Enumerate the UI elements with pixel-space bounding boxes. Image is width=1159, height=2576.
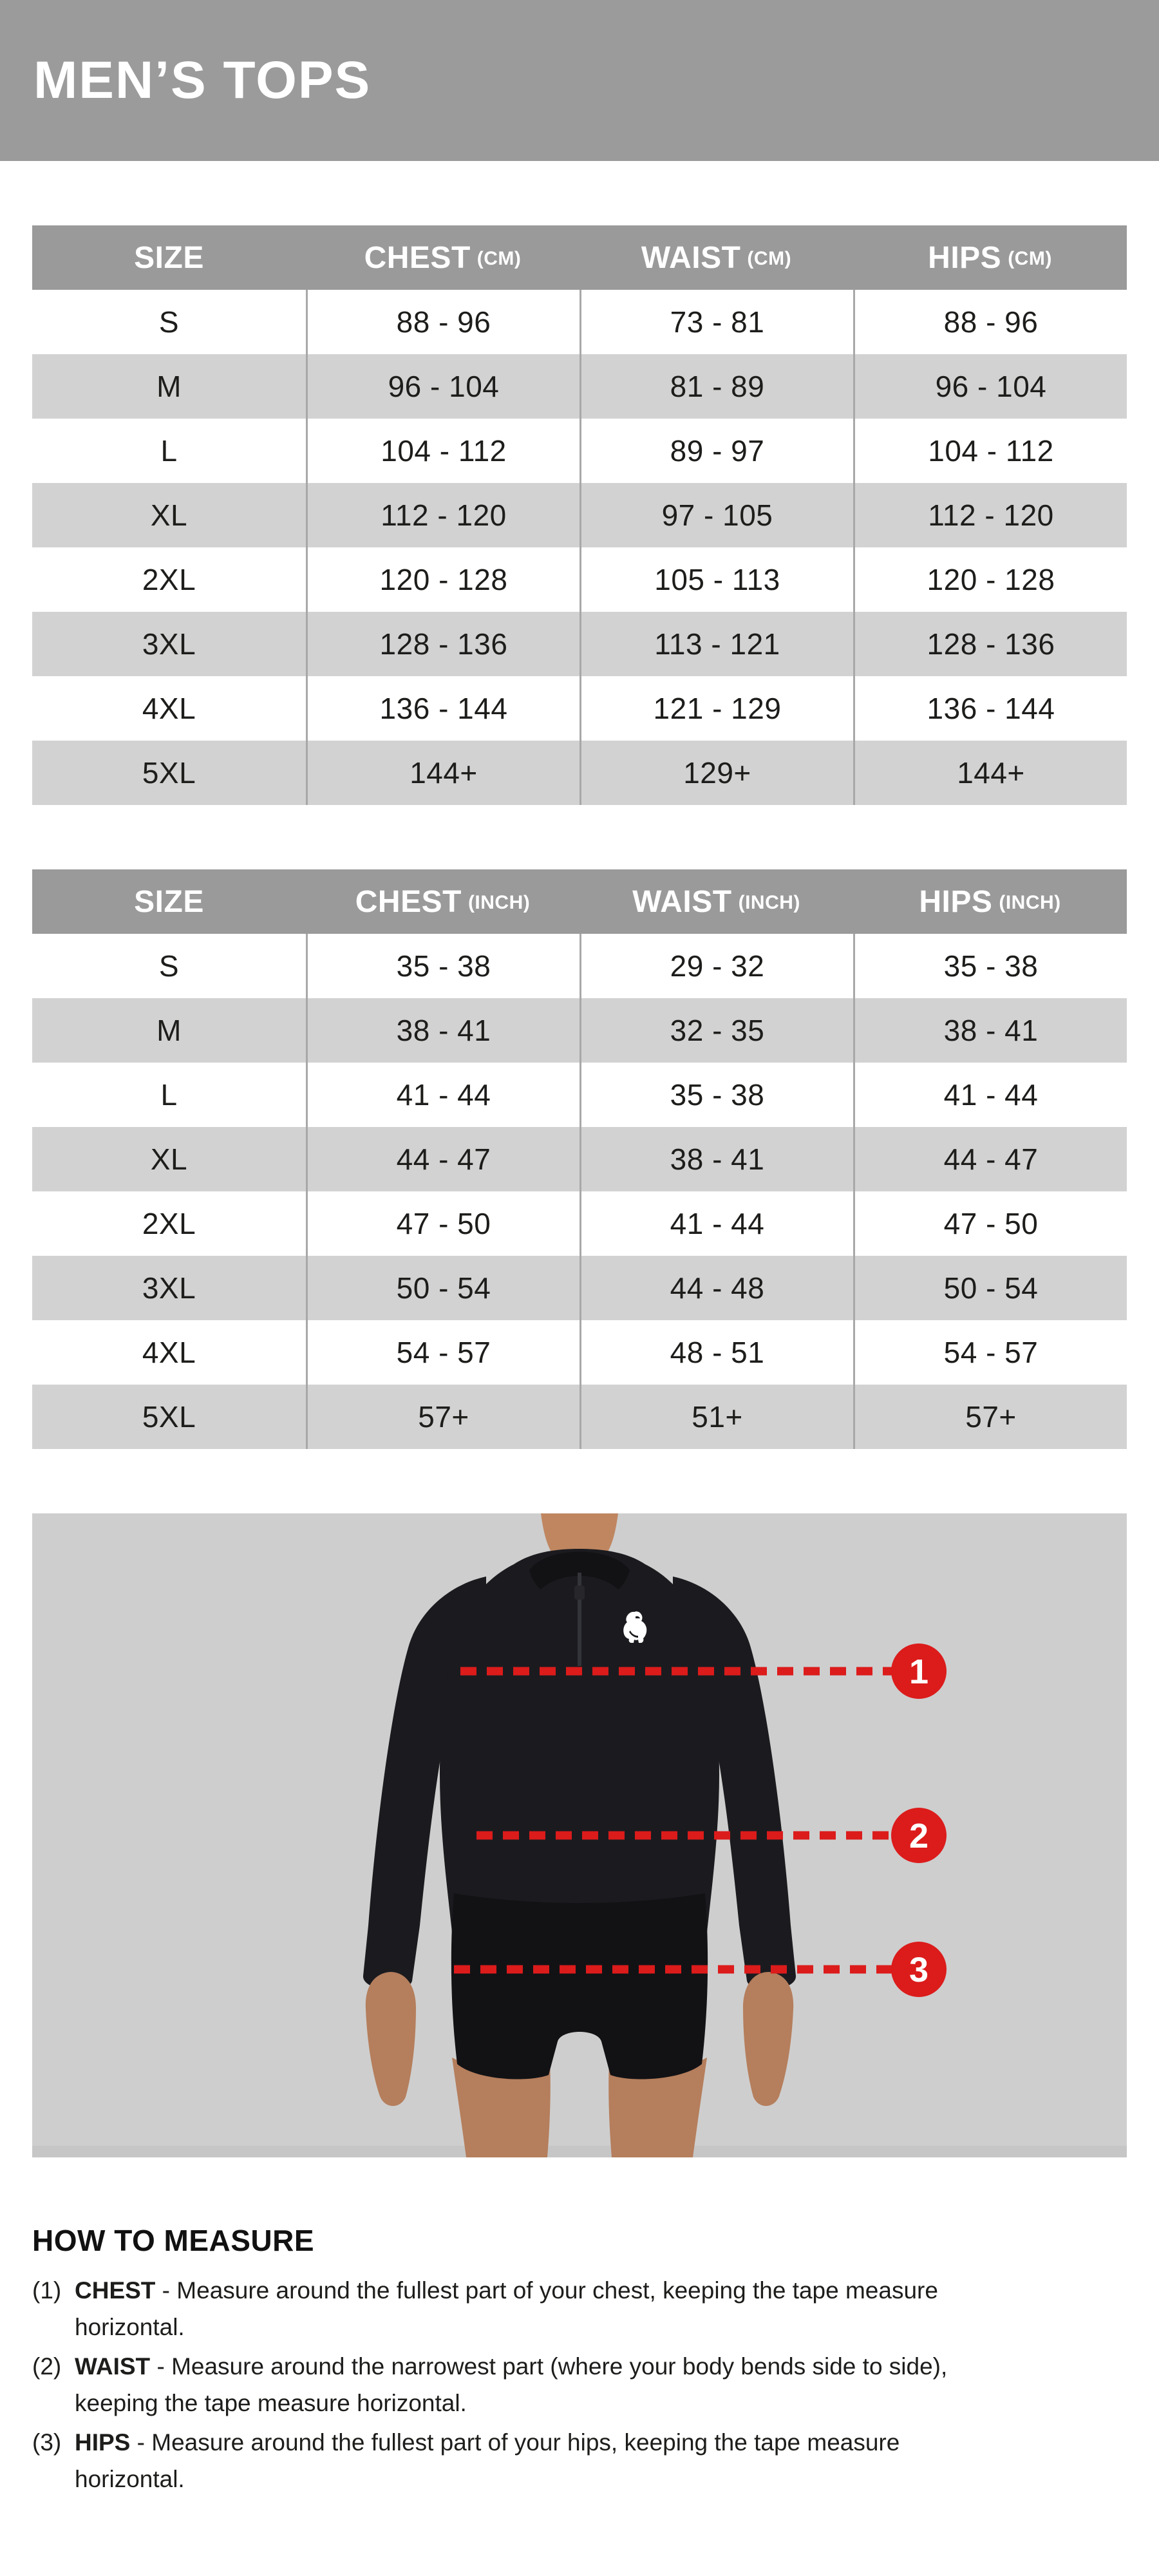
cell-waist: 97 - 105: [580, 483, 853, 547]
svg-text:1: 1: [909, 1653, 929, 1691]
table-row: [32, 1127, 1127, 1191]
cell-size: M: [156, 1014, 182, 1047]
table-row: [32, 934, 1127, 998]
column-header-size: SIZE: [134, 884, 204, 919]
cell-size: S: [158, 305, 180, 339]
cell-hips: 112 - 120: [853, 483, 1127, 547]
cell-size: 2XL: [142, 1207, 196, 1240]
instruction-index: (1): [32, 2277, 62, 2304]
cell-waist: 81 - 89: [580, 354, 853, 419]
column-header-waist: WAIST (INCH): [632, 884, 800, 919]
cell-chest: 41 - 44: [306, 1063, 580, 1127]
cell-hips: 41 - 44: [853, 1063, 1127, 1127]
cell-hips: 35 - 38: [853, 934, 1127, 998]
cell-hips: 57+: [853, 1385, 1127, 1449]
cell-waist: 105 - 113: [580, 547, 853, 612]
cell-size: 5XL: [142, 1400, 196, 1434]
floor-shadow: [32, 2146, 1127, 2157]
instruction-term: HIPS: [75, 2429, 131, 2456]
model-illustration: [32, 1513, 1127, 2157]
cell-waist: 113 - 121: [580, 612, 853, 676]
cell-size: 4XL: [142, 1336, 196, 1369]
table-row: [32, 1063, 1127, 1127]
table-row: [32, 1385, 1127, 1449]
svg-text:3: 3: [909, 1951, 929, 1989]
cell-waist: 73 - 81: [580, 290, 853, 354]
table-row: [32, 1256, 1127, 1320]
table-row: [32, 676, 1127, 741]
cell-hips: 144+: [853, 741, 1127, 805]
measure-instruction-chest: [32, 2272, 1127, 2345]
size-table-inch: [32, 869, 1127, 1449]
size-table-cm: [32, 225, 1127, 805]
instruction-index: (3): [32, 2429, 62, 2456]
cell-hips: 136 - 144: [853, 676, 1127, 741]
cell-size: L: [160, 1078, 178, 1112]
cell-chest: 120 - 128: [306, 547, 580, 612]
cell-hips: 54 - 57: [853, 1320, 1127, 1385]
cell-size: 2XL: [142, 563, 196, 596]
cell-size: 3XL: [142, 627, 196, 661]
how-to-measure-section: [32, 2223, 1127, 2497]
instruction-term: WAIST: [75, 2353, 151, 2380]
cell-hips: 47 - 50: [853, 1191, 1127, 1256]
cell-size: S: [158, 949, 180, 983]
cell-waist: 35 - 38: [580, 1063, 853, 1127]
cell-waist: 89 - 97: [580, 419, 853, 483]
cell-chest: 54 - 57: [306, 1320, 580, 1385]
cell-chest: 57+: [306, 1385, 580, 1449]
cell-waist: 44 - 48: [580, 1256, 853, 1320]
cell-size: XL: [150, 498, 188, 532]
cell-chest: 35 - 38: [306, 934, 580, 998]
cell-size: M: [156, 370, 182, 403]
cell-chest: 144+: [306, 741, 580, 805]
table-row: [32, 354, 1127, 419]
cell-waist: 129+: [580, 741, 853, 805]
measure-instruction-waist: [32, 2348, 1127, 2421]
instruction-text: HIPS - Measure around the fullest part of your hips, keeping the tape measure horizontal.: [75, 2429, 900, 2492]
cell-size: 4XL: [142, 692, 196, 725]
table-header-row: [32, 869, 1127, 934]
model-shorts: [451, 1893, 708, 2079]
model-left-hand: [366, 1972, 416, 2106]
model-right-hand: [743, 1972, 793, 2106]
cell-chest: 44 - 47: [306, 1127, 580, 1191]
cell-chest: 112 - 120: [306, 483, 580, 547]
title-banner: [0, 0, 1159, 161]
instruction-text: CHEST - Measure around the fullest part of your chest, keeping the tape measure horizontal.: [75, 2277, 938, 2340]
cell-chest: 50 - 54: [306, 1256, 580, 1320]
cell-hips: 104 - 112: [853, 419, 1127, 483]
cell-chest: 136 - 144: [306, 676, 580, 741]
table-row: [32, 1191, 1127, 1256]
instruction-term: CHEST: [75, 2277, 156, 2304]
cell-waist: 51+: [580, 1385, 853, 1449]
cell-waist: 41 - 44: [580, 1191, 853, 1256]
cell-waist: 32 - 35: [580, 998, 853, 1063]
cell-hips: 38 - 41: [853, 998, 1127, 1063]
instruction-index: (2): [32, 2353, 62, 2380]
column-header-chest: CHEST (INCH): [355, 884, 531, 919]
cell-hips: 120 - 128: [853, 547, 1127, 612]
measurement-figure: [32, 1513, 1127, 2157]
svg-text:2: 2: [909, 1817, 929, 1855]
cell-hips: 128 - 136: [853, 612, 1127, 676]
cell-hips: 88 - 96: [853, 290, 1127, 354]
instruction-text: WAIST - Measure around the narrowest part (where your body bends side to side), keeping the tape measure horizontal.: [75, 2353, 948, 2416]
table-row: [32, 290, 1127, 354]
table-row: [32, 998, 1127, 1063]
column-header-hips: HIPS (INCH): [919, 884, 1061, 919]
cell-waist: 121 - 129: [580, 676, 853, 741]
cell-size: 5XL: [142, 756, 196, 790]
how-to-measure-heading: HOW TO MEASURE: [32, 2224, 315, 2257]
cell-chest: 104 - 112: [306, 419, 580, 483]
cell-size: XL: [150, 1142, 188, 1176]
cell-hips: 44 - 47: [853, 1127, 1127, 1191]
table-row: [32, 1320, 1127, 1385]
table-row: [32, 419, 1127, 483]
column-header-waist: WAIST (CM): [641, 240, 792, 275]
table-row: [32, 483, 1127, 547]
table-row: [32, 547, 1127, 612]
cell-chest: 96 - 104: [306, 354, 580, 419]
cell-chest: 88 - 96: [306, 290, 580, 354]
column-header-chest: CHEST (CM): [364, 240, 522, 275]
measure-instruction-hips: [32, 2424, 1127, 2497]
cell-chest: 47 - 50: [306, 1191, 580, 1256]
cell-chest: 38 - 41: [306, 998, 580, 1063]
zipper-pull-icon: [574, 1586, 585, 1600]
column-header-hips: HIPS (CM): [928, 240, 1052, 275]
page-title: MEN’S TOPS: [33, 51, 372, 109]
cell-waist: 38 - 41: [580, 1127, 853, 1191]
cell-waist: 29 - 32: [580, 934, 853, 998]
cell-size: L: [160, 434, 178, 468]
cell-chest: 128 - 136: [306, 612, 580, 676]
cell-size: 3XL: [142, 1271, 196, 1305]
cell-hips: 96 - 104: [853, 354, 1127, 419]
table-row: [32, 612, 1127, 676]
table-header-row: [32, 225, 1127, 290]
table-row: [32, 741, 1127, 805]
cell-waist: 48 - 51: [580, 1320, 853, 1385]
column-header-size: SIZE: [134, 240, 204, 275]
cell-hips: 50 - 54: [853, 1256, 1127, 1320]
